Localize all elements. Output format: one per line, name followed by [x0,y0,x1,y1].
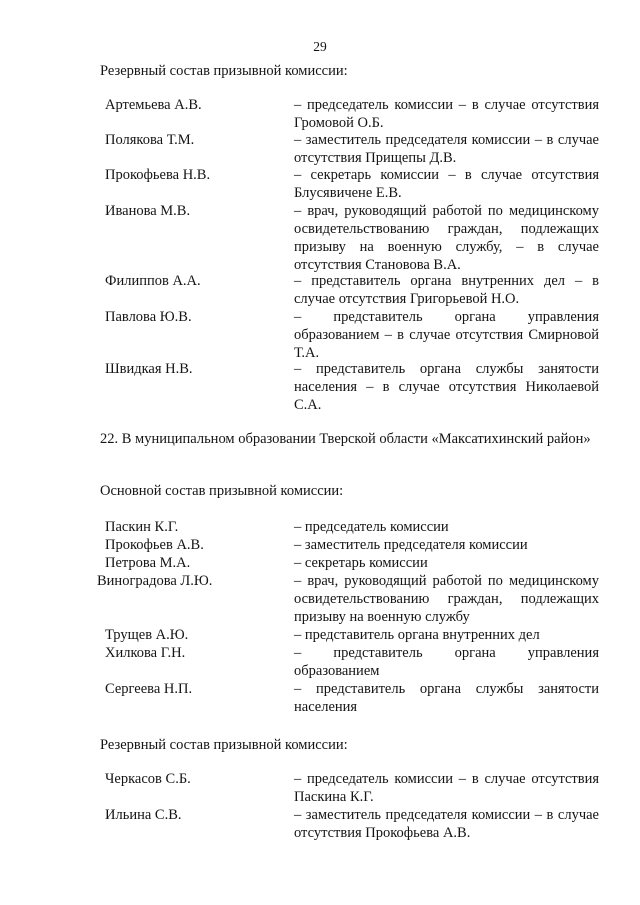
member-role: – председатель комиссии [294,519,449,535]
member-name: Артемьева А.В. [105,97,202,113]
member-name: Филиппов А.А. [105,273,201,289]
member-role: – заместитель председателя комиссии – в случае отсутствия Прищепы Д.В. [294,132,599,166]
member-name: Черкасов С.Б. [105,771,191,787]
member-role: – представитель органа внутренних дел [294,627,540,643]
member-name: Виноградова Л.Ю. [97,573,213,589]
member-name: Иванова М.В. [105,203,191,219]
member-name: Хилкова Г.Н. [105,645,186,661]
member-role: – представитель органа внутренних дел – в случае отсутствия Григорьевой Н.О. [294,273,599,307]
reserve-heading-1: Резервный состав призывной комиссии: [100,63,348,79]
section-title: 22. В муниципальном образовании Тверской области «Максатихинский район» [100,431,591,447]
member-name: Швидкая Н.В. [105,361,193,377]
member-role: – врач, руководящий работой по медицинскому освидетельствованию граждан, подлежащих призыву на военную службу [294,573,599,625]
page-number: 29 [313,39,327,54]
reserve-heading-2: Резервный состав призывной комиссии: [100,737,348,753]
member-role: – представитель органа управления образованием – в случае отсутствия Смирновой Т.А. [294,309,599,361]
member-role: – заместитель председателя комиссии [294,537,528,553]
member-role: – председатель комиссии – в случае отсутствия Паскина К.Г. [294,771,599,805]
member-name: Прокофьев А.В. [105,537,204,553]
member-role: – заместитель председателя комиссии – в случае отсутствия Прокофьева А.В. [294,807,599,841]
member-name: Ильина С.В. [105,807,182,823]
member-name: Прокофьева Н.В. [105,167,211,183]
member-role: – представитель органа управления образованием [294,645,599,679]
member-name: Павлова Ю.В. [105,309,192,325]
member-role: – секретарь комиссии [294,555,428,571]
member-role: – представитель органа службы занятости населения – в случае отсутствия Николаевой С.А. [294,361,599,413]
member-name: Трущев А.Ю. [105,627,189,643]
member-name: Полякова Т.М. [105,132,195,148]
member-name: Сергеева Н.П. [105,681,193,697]
member-role: – представитель органа службы занятости населения [294,681,599,715]
member-role: – председатель комиссии – в случае отсутствия Громовой О.Б. [294,97,599,131]
member-role: – врач, руководящий работой по медицинскому освидетельствованию граждан, подлежащих призыву на военную службу, – в случае отсутствия Становова В.А. [294,203,599,273]
main-heading: Основной состав призывной комиссии: [100,483,344,499]
member-role: – секретарь комиссии – в случае отсутствия Блусявичене Е.В. [294,167,599,201]
member-name: Паскин К.Г. [105,519,179,535]
member-name: Петрова М.А. [105,555,191,571]
